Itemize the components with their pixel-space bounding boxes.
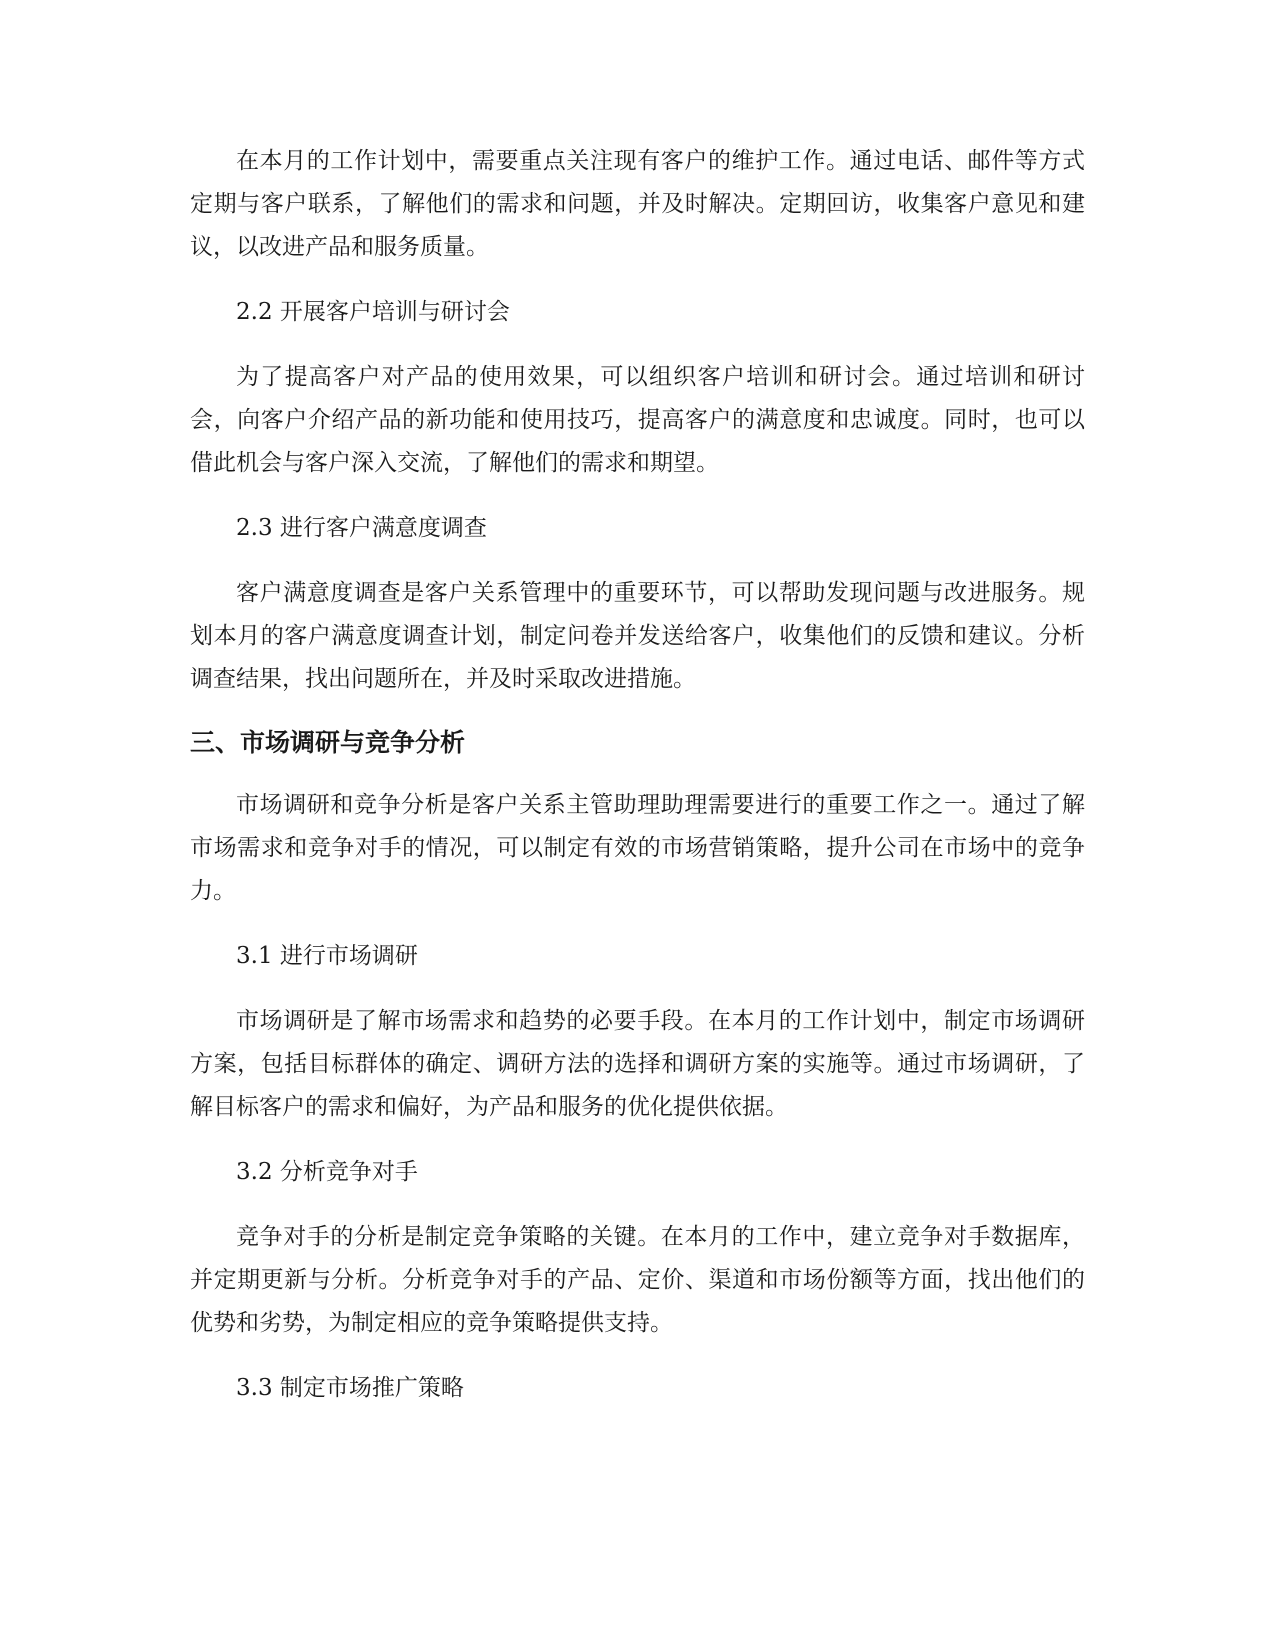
subheading-2-3: 2.3 进行客户满意度调查 [236,515,487,541]
paragraph-customer-maintenance: 在本月的工作计划中，需要重点关注现有客户的维护工作。通过电话、邮件等方式定期与客户联系，了解他们的需求和问题，并及时解决。定期回访，收集客户意见和建议，以改进产品和服务质量。 [190,148,1085,260]
paragraph-competitor-analysis: 竞争对手的分析是制定竞争策略的关键。在本月的工作中，建立竞争对手数据库，并定期更新与分析。分析竞争对手的产品、定价、渠道和市场份额等方面，找出他们的优势和劣势，为制定相应的竞争策略提供支持。 [190,1224,1085,1336]
subheading-3-2: 3.2 分析竞争对手 [236,1159,418,1185]
paragraph-market-research: 市场调研是了解市场需求和趋势的必要手段。在本月的工作计划中，制定市场调研方案，包括目标群体的确定、调研方法的选择和调研方案的实施等。通过市场调研，了解目标客户的需求和偏好，为产品和服务的优化提供依据。 [190,1008,1085,1120]
paragraph-market-intro: 市场调研和竞争分析是客户关系主管助理助理需要进行的重要工作之一。通过了解市场需求和竞争对手的情况，可以制定有效的市场营销策略，提升公司在市场中的竞争力。 [190,792,1085,904]
paragraph-satisfaction-survey: 客户满意度调查是客户关系管理中的重要环节，可以帮助发现问题与改进服务。规划本月的客户满意度调查计划，制定问卷并发送给客户，收集他们的反馈和建议。分析调查结果，找出问题所在，并及时采取改进措施。 [190,580,1085,692]
subheading-2-2: 2.2 开展客户培训与研讨会 [236,299,510,325]
subheading-3-3: 3.3 制定市场推广策略 [236,1375,464,1401]
section-heading-3: 三、市场调研与竞争分析 [190,728,466,757]
document-page [190,140,1085,1410]
paragraph-customer-training: 为了提高客户对产品的使用效果，可以组织客户培训和研讨会。通过培训和研讨会，向客户介绍产品的新功能和使用技巧，提高客户的满意度和忠诚度。同时，也可以借此机会与客户深入交流，了解他们的需求和期望。 [190,364,1085,476]
subheading-3-1: 3.1 进行市场调研 [236,943,418,969]
